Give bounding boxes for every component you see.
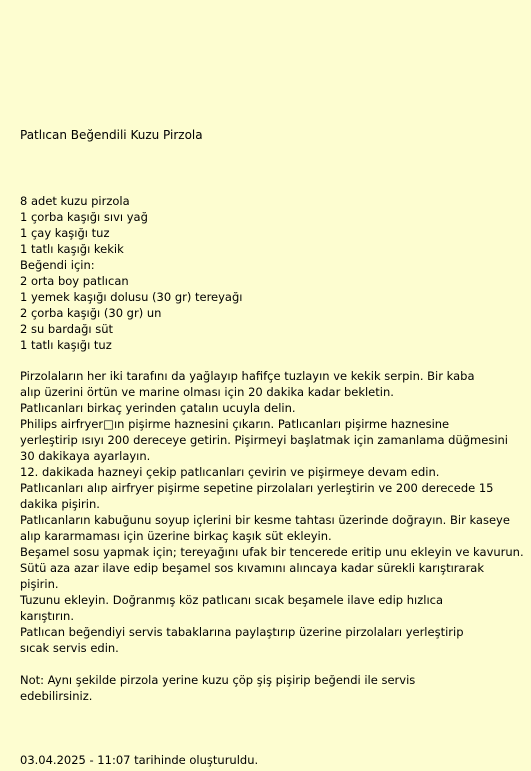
instruction-line: alıp üzerini örtün ve marine olması için 20 dakika kadar bekletin. [20, 385, 394, 399]
instruction-line: Patlıcanların kabuğunu soyup içlerini bir kesme tahtası üzerinde doğrayın. Bir kaseye [20, 513, 510, 527]
instruction-line: sıcak servis edin. [20, 641, 119, 655]
ingredient-line: 1 çorba kaşığı sıvı yağ [20, 210, 148, 224]
ingredient-line: 2 orta boy patlıcan [20, 274, 129, 288]
instructions [20, 368, 524, 656]
ingredient-line: 8 adet kuzu pirzola [20, 194, 130, 208]
instruction-line: Sütü aza azar ilave edip beşamel sos kıvamını alıncaya kadar sürekli karıştırarak [20, 561, 485, 575]
note [20, 672, 520, 704]
ingredient-line: 1 çay kaşığı tuz [20, 226, 110, 240]
instruction-line: 30 dakikaya ayarlayın. [20, 449, 151, 463]
instruction-line: dakika pişirin. [20, 497, 100, 511]
instruction-line: Tuzunu ekleyin. Doğranmış köz patlıcanı sıcak beşamele ilave edip hızlıca [20, 593, 444, 607]
ingredient-subheading: Beğendi için: [20, 258, 95, 272]
instruction-line: pişirin. [20, 577, 59, 591]
instruction-line: Patlıcan beğendiyi servis tabaklarına paylaştırıp üzerine pirzolaları yerleştirip [20, 625, 464, 639]
instruction-line: yerleştirip ısıyı 200 dereceye getirin. Pişirmeyi başlatmak için zamanlama düğmesini [20, 433, 508, 447]
ingredient-list [20, 193, 242, 353]
page-title: Patlıcan Beğendili Kuzu Pirzola [20, 128, 203, 142]
note-line: Not: Aynı şekilde pirzola yerine kuzu çöp şiş pişirip beğendi ile servis [20, 673, 416, 687]
ingredient-line: 1 tatlı kaşığı tuz [20, 338, 112, 352]
instruction-line: alıp kararmaması için üzerine birkaç kaşık süt ekleyin. [20, 529, 332, 543]
ingredient-line: 1 tatlı kaşığı kekik [20, 242, 124, 256]
instruction-line: karıştırın. [20, 609, 74, 623]
instruction-line: Beşamel sosu yapmak için; tereyağını ufak bir tencerede eritip unu ekleyin ve kavurun. [20, 545, 524, 559]
instruction-line: 12. dakikada hazneyi çekip patlıcanları çevirin ve pişirmeye devam edin. [20, 465, 440, 479]
instruction-line: Patlıcanları alıp airfryer pişirme sepetine pirzolaları yerleştirin ve 200 derecede 15 [20, 481, 494, 495]
instruction-line: Philips airfryer□ın pişirme haznesini çıkarın. Patlıcanları pişirme haznesine [20, 417, 450, 431]
note-line: edebilirsiniz. [20, 689, 93, 703]
instruction-line: Patlıcanları birkaç yerinden çatalın ucuyla delin. [20, 401, 296, 415]
created-timestamp: 03.04.2025 - 11:07 tarihinde oluşturuldu. [20, 753, 259, 767]
ingredient-line: 1 yemek kaşığı dolusu (30 gr) tereyağı [20, 290, 243, 304]
ingredient-line: 2 çorba kaşığı (30 gr) un [20, 306, 162, 320]
instruction-line: Pirzolaların her iki tarafını da yağlayıp hafifçe tuzlayın ve kekik serpin. Bir kaba [20, 369, 475, 383]
ingredient-line: 2 su bardağı süt [20, 322, 114, 336]
